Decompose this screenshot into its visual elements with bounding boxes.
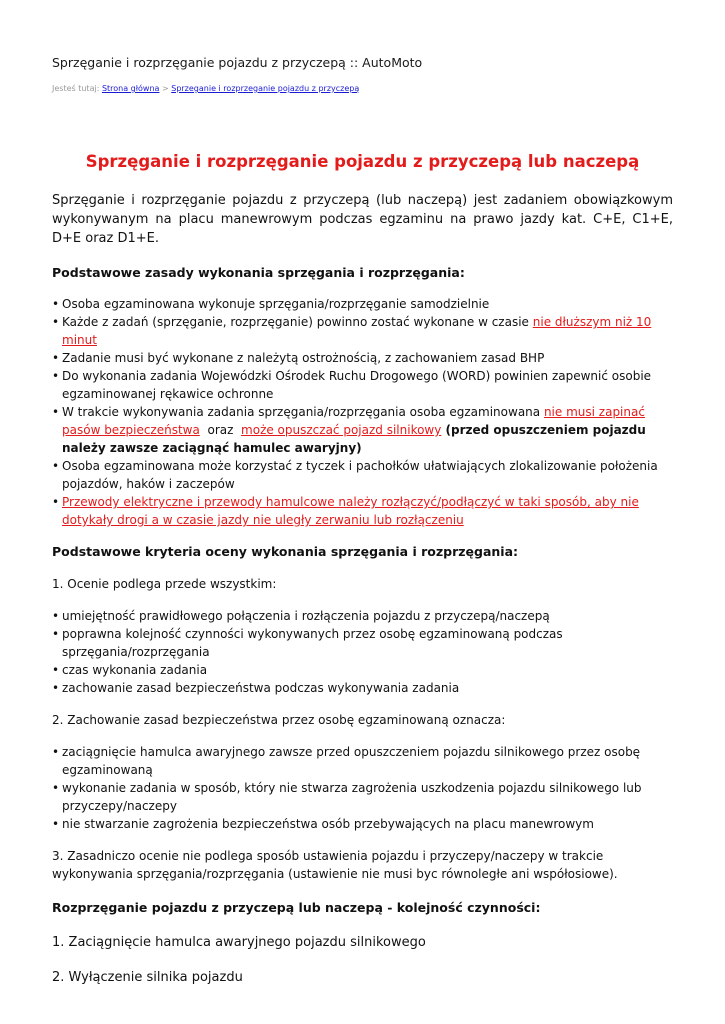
criteria-heading: Podstawowe kryteria oceny wykonania sprzęgania i rozprzęgania: — [52, 544, 519, 559]
uncoupling-heading: Rozprzęganie pojazdu z przyczepą lub naczepą - kolejność czynności: — [52, 900, 541, 915]
criteria-1-list — [52, 607, 673, 697]
criteria-2-list — [52, 743, 673, 833]
rule-text: Osoba egzaminowana wykonuje sprzęgania/rozprzęganie samodzielnie — [62, 297, 490, 311]
rule-text: Osoba egzaminowana może korzystać z tyczek i pachołków ułatwiających zlokalizowanie położenia pojazdów, haków i zaczepów — [62, 459, 658, 491]
article-intro: Sprzęganie i rozprzęganie pojazdu z przyczepą (lub naczepą) jest zadaniem obowiązkowym wykonywanym na placu manewrowym podczas egzaminu na prawo jazdy kat. C+E, C1+E, D+E oraz D1+E. — [52, 193, 673, 246]
rule-connector: oraz — [199, 423, 242, 437]
article-title: Sprzęganie i rozprzęganie pojazdu z przyczepą lub naczepą — [85, 152, 640, 171]
rules-list — [52, 295, 673, 529]
rule-bold-note: (przed opuszczeniem pojazdu należy zawsze zaciągnąć hamulec awaryjny) — [62, 423, 646, 455]
step-item: 2. Wyłączenie silnika pojazdu — [52, 970, 243, 985]
breadcrumb-current-link[interactable]: Sprzeganie i rozprzeganie pojazdu z przyczepą — [171, 84, 360, 93]
rule-item — [52, 295, 673, 313]
rule-item — [52, 349, 673, 367]
cables-link[interactable]: Przewody elektryczne i przewody hamulcowe należy rozłączyć/podłączyć w taki sposób, aby nie dotykały drogi a w czasie jazdy nie uległy zerwaniu lub rozłączeniu — [62, 495, 639, 527]
list-item: • czas wykonania zadania — [52, 661, 673, 679]
time-limit-link[interactable]: nie dłuższym niż 10 minut — [62, 315, 652, 347]
criteria-1-intro: 1. Ocenie podlega przede wszystkim: — [52, 577, 277, 591]
rule-text: Do wykonania zadania Wojewódzki Ośrodek Ruchu Drogowego (WORD) powinien zapewnić osobie egzaminowanej rękawice ochronne — [62, 369, 652, 401]
list-item: • nie stwarzanie zagrożenia bezpieczeństwa osób przebywających na placu manewrowym — [52, 815, 673, 833]
leave-vehicle-link[interactable]: może opuszczać pojazd silnikowy — [241, 423, 442, 437]
breadcrumb-home-link[interactable]: Strona główna — [101, 84, 160, 93]
rule-text: W trakcie wykonywania zadania sprzęgania/rozprzęgania osoba egzaminowana — [62, 405, 544, 419]
breadcrumb-separator: > — [159, 84, 172, 93]
seatbelt-link[interactable]: nie musi zapinać pasów bezpieczeństwa — [62, 405, 645, 437]
rule-item — [52, 493, 673, 529]
rule-item — [52, 457, 673, 493]
rule-item — [52, 313, 673, 349]
step-item: 1. Zaciągnięcie hamulca awaryjnego pojazdu silnikowego — [52, 935, 426, 950]
list-item: • poprawna kolejność czynności wykonywanych przez osobę egzaminowaną podczas sprzęgania/rozprzęgania — [52, 625, 673, 661]
breadcrumb — [52, 84, 359, 93]
list-item: • zachowanie zasad bezpieczeństwa podczas wykonywania zadania — [52, 679, 673, 697]
criteria-3-text: 3. Zasadniczo ocenie nie podlega sposób ustawienia pojazdu i przyczepy/naczepy w trakcie wykonywania sprzęgania/rozprzęgania (ustawienie nie musi byc równoległe ani współosiowe). — [52, 849, 618, 881]
site-title: Sprzęganie i rozprzęganie pojazdu z przyczepą :: AutoMoto — [52, 55, 423, 70]
rules-heading: Podstawowe zasady wykonania sprzęgania i rozprzęgania: — [52, 265, 465, 280]
rule-text: Każde z zadań (sprzęganie, rozprzęganie) powinno zostać wykonane w czasie — [62, 315, 533, 329]
rule-item — [52, 403, 673, 457]
list-item: • zaciągnięcie hamulca awaryjnego zawsze przed opuszczeniem pojazdu silnikowego przez osobę egzaminowaną — [52, 743, 673, 779]
rule-text: Zadanie musi być wykonane z należytą ostrożnością, z zachowaniem zasad BHP — [62, 351, 545, 365]
criteria-2-intro: 2. Zachowanie zasad bezpieczeństwa przez osobę egzaminowaną oznacza: — [52, 713, 506, 727]
list-item: • umiejętność prawidłowego połączenia i rozłączenia pojazdu z przyczepą/naczepą — [52, 607, 673, 625]
list-item: • wykonanie zadania w sposób, który nie stwarza zagrożenia uszkodzenia pojazdu silnikowego lub przyczepy/naczepy — [52, 779, 673, 815]
article — [52, 150, 673, 987]
rule-item — [52, 367, 673, 403]
breadcrumb-prefix: Jesteś tutaj: — [52, 84, 102, 93]
